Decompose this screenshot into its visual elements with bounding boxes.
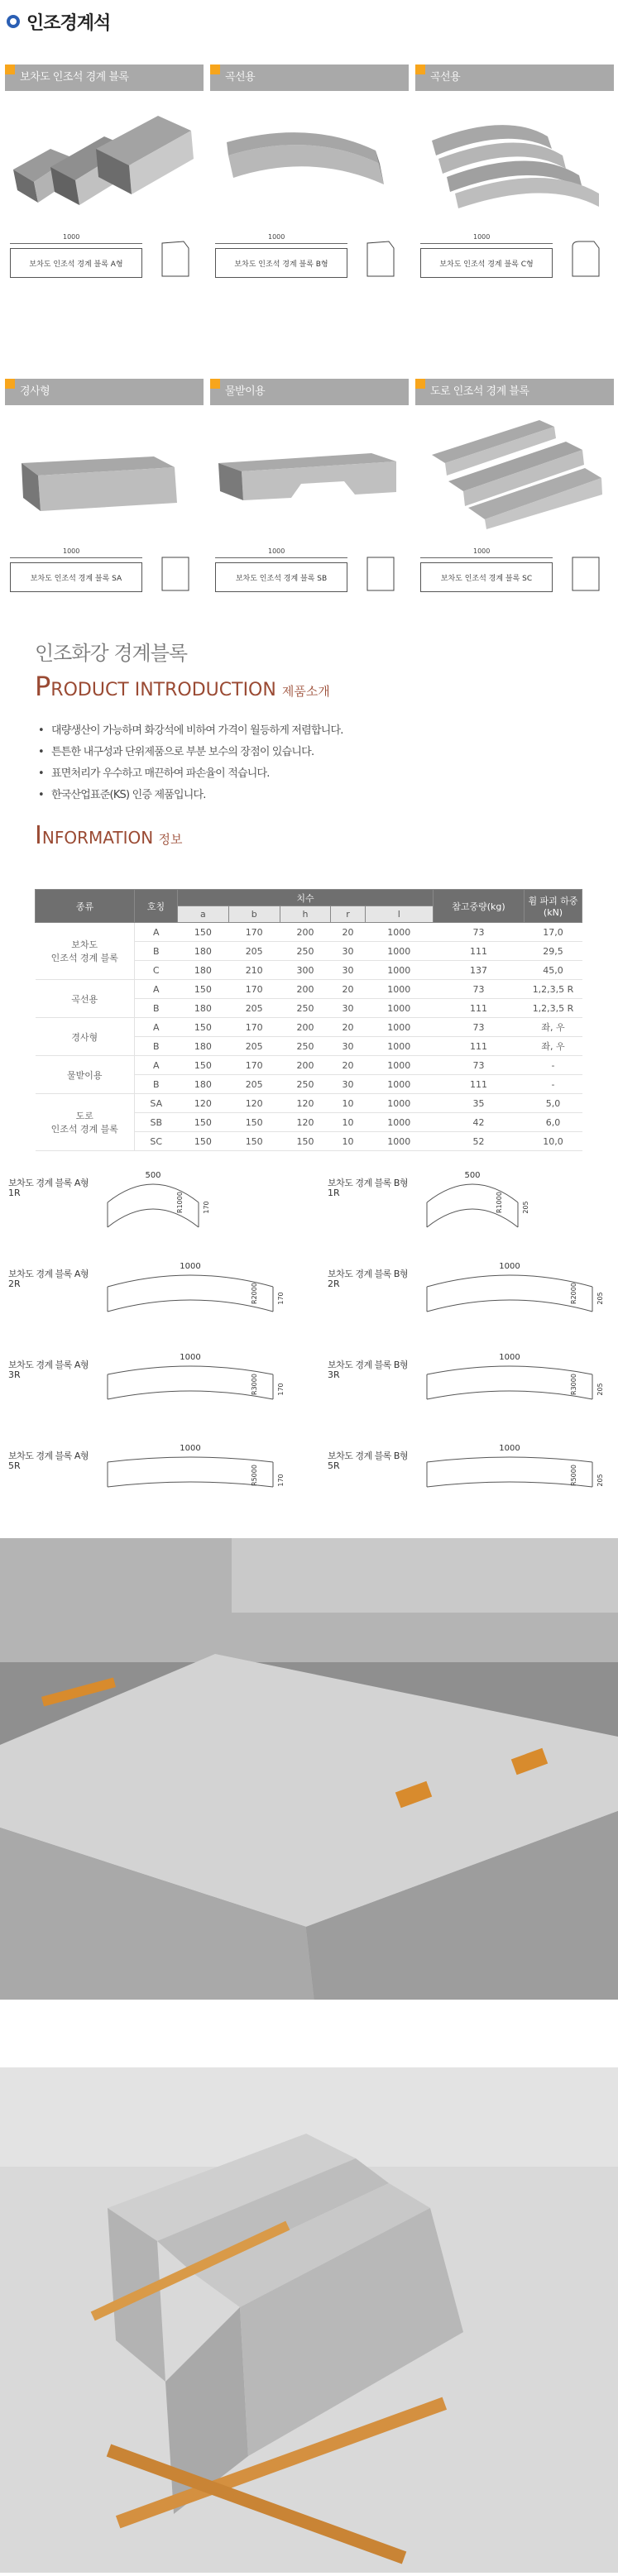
curve-drawing (319, 1166, 617, 1257)
load-cell: - (525, 1056, 582, 1075)
l-cell: 1000 (365, 1113, 433, 1132)
curve-name: 보차도 경계 블록 A형 (8, 1178, 89, 1188)
drawing-label: 보차도 인조석 경계 블록 SC (420, 562, 553, 592)
l-cell: 1000 (365, 1056, 433, 1075)
code-cell: SB (135, 1113, 178, 1132)
h-cell: 200 (280, 1018, 331, 1037)
r-cell: 30 (331, 999, 365, 1018)
curve-shape (419, 1439, 609, 1522)
kind-cell: 보차도 인조석 경계 블록 (36, 923, 135, 980)
table-row (36, 1056, 582, 1075)
curve-dim-radius: R1000 (176, 1192, 184, 1213)
l-cell: 1000 (365, 999, 433, 1018)
b-cell: 170 (228, 980, 280, 999)
table-row (36, 1094, 582, 1113)
product-photo (210, 405, 409, 529)
w-cell: 42 (434, 1113, 525, 1132)
r-cell: 30 (331, 1037, 365, 1056)
curve-drawing (0, 1348, 298, 1439)
curve-dim-height: 170 (277, 1474, 285, 1487)
curve-dim-radius: R1000 (496, 1192, 503, 1213)
w-cell: 111 (434, 999, 525, 1018)
table-row (36, 980, 582, 999)
page-title: 인조경계석 (26, 12, 111, 34)
r-cell: 30 (331, 961, 365, 980)
kind-cell: 물받이용 (36, 1056, 135, 1094)
product-card (5, 65, 204, 289)
r-cell: 20 (331, 980, 365, 999)
product-photo (5, 91, 204, 215)
product-label: 도로 인조석 경계 블록 (415, 379, 614, 405)
code-cell: A (135, 980, 178, 999)
curve-shape (419, 1166, 609, 1249)
stacked-blocks-photo (0, 1538, 618, 2000)
h-cell: 200 (280, 1056, 331, 1075)
code-cell: B (135, 1037, 178, 1056)
curve-name: 보차도 경계 블록 B형 (328, 1450, 409, 1461)
curve-drawing (319, 1257, 617, 1348)
header-code: 호칭 (135, 890, 178, 923)
curve-name: 보차도 경계 블록 A형 (8, 1450, 89, 1461)
curve-radius: 1R (328, 1188, 340, 1198)
curve-shape (99, 1439, 290, 1522)
load-cell: - (525, 1075, 582, 1094)
drawing-label: 보차도 인조석 경계 블록 C형 (420, 248, 553, 278)
b-cell: 210 (228, 961, 280, 980)
kind-cell: 경사형 (36, 1018, 135, 1056)
table-row (36, 923, 582, 942)
code-cell: B (135, 1075, 178, 1094)
load-cell: 1,2,3,5 R (525, 999, 582, 1018)
r-cell: 20 (331, 1056, 365, 1075)
list-item: • 한국산업표준(KS) 인증 제품입니다. (35, 785, 597, 806)
product-label: 보차도 인조석 경계 블록 (5, 65, 204, 91)
curve-name: 보차도 경계 블록 A형 (8, 1269, 89, 1279)
load-cell: 좌, 우 (525, 1018, 582, 1037)
a-cell: 120 (178, 1094, 229, 1113)
curve-name: 보차도 경계 블록 A형 (8, 1360, 89, 1370)
w-cell: 52 (434, 1132, 525, 1151)
circle-icon (7, 15, 20, 28)
load-cell: 29,5 (525, 942, 582, 961)
l-cell: 1000 (365, 923, 433, 942)
w-cell: 111 (434, 1037, 525, 1056)
b-cell: 205 (228, 999, 280, 1018)
product-photo (415, 91, 614, 215)
l-cell: 1000 (365, 1075, 433, 1094)
h-cell: 200 (280, 923, 331, 942)
product-card (5, 379, 204, 604)
code-cell: SA (135, 1094, 178, 1113)
curve-shape (99, 1348, 290, 1431)
b-cell: 205 (228, 1037, 280, 1056)
w-cell: 111 (434, 942, 525, 961)
header-dim-h: h (280, 906, 331, 923)
curve-radius: 3R (328, 1369, 340, 1380)
load-cell: 5,0 (525, 1094, 582, 1113)
r-cell: 30 (331, 942, 365, 961)
l-cell: 1000 (365, 942, 433, 961)
curve-drawing (0, 1166, 298, 1257)
curve-dim-radius: R5000 (251, 1465, 258, 1486)
curve-radius: 5R (328, 1460, 340, 1471)
header-dim-l: l (365, 906, 433, 923)
curve-radius: 1R (8, 1188, 21, 1198)
l-cell: 1000 (365, 961, 433, 980)
curve-length: 1000 (499, 1353, 520, 1362)
curve-length: 500 (145, 1171, 161, 1180)
curve-radius: 2R (8, 1278, 21, 1289)
load-cell: 45,0 (525, 961, 582, 980)
header-dim-r: r (331, 906, 365, 923)
l-cell: 1000 (365, 1018, 433, 1037)
r-cell: 10 (331, 1094, 365, 1113)
information-title: INFORMATION 정보 (35, 821, 183, 850)
h-cell: 150 (280, 1132, 331, 1151)
curve-name: 보차도 경계 블록 B형 (328, 1269, 409, 1279)
code-cell: A (135, 1056, 178, 1075)
product-label: 곡선용 (210, 65, 409, 91)
product-photo (5, 405, 204, 529)
product-label: 경사형 (5, 379, 204, 405)
b-cell: 150 (228, 1113, 280, 1132)
code-cell: A (135, 1018, 178, 1037)
curve-radius: 2R (328, 1278, 340, 1289)
curve-name: 보차도 경계 블록 B형 (328, 1178, 409, 1188)
curve-dim-height: 205 (596, 1292, 604, 1305)
curve-shape (419, 1348, 609, 1431)
a-cell: 150 (178, 1113, 229, 1132)
drawing-label: 보차도 인조석 경계 블록 B형 (215, 248, 347, 278)
b-cell: 170 (228, 1056, 280, 1075)
kind-cell: 곡선용 (36, 980, 135, 1018)
curve-dim-height: 205 (522, 1201, 529, 1214)
a-cell: 180 (178, 942, 229, 961)
a-cell: 180 (178, 999, 229, 1018)
product-drawing: 1000 보차도 인조석 경계 블록 SB (210, 529, 409, 604)
b-cell: 205 (228, 1075, 280, 1094)
curve-radius: 5R (8, 1460, 21, 1471)
intro-title: 인조화강 경계블록 (35, 642, 188, 665)
curve-length: 1000 (499, 1444, 520, 1453)
l-cell: 1000 (365, 1132, 433, 1151)
header-weight: 참고중량(kg) (434, 890, 525, 923)
list-item: • 대량생산이 가능하며 화강석에 비하여 가격이 월등하게 저렴합니다. (35, 720, 597, 742)
header-load: 휨 파괴 하중(kN) (525, 890, 582, 923)
product-label: 물받이용 (210, 379, 409, 405)
l-cell: 1000 (365, 1094, 433, 1113)
page-header (7, 5, 110, 38)
load-cell: 17,0 (525, 923, 582, 942)
list-item: • 표면처리가 우수하고 매끈하여 파손율이 적습니다. (35, 763, 597, 785)
header-dim-a: a (178, 906, 229, 923)
curve-name: 보차도 경계 블록 B형 (328, 1360, 409, 1370)
curve-drawing (319, 1439, 617, 1530)
code-cell: A (135, 923, 178, 942)
b-cell: 150 (228, 1132, 280, 1151)
curve-shape (99, 1166, 290, 1249)
a-cell: 150 (178, 980, 229, 999)
w-cell: 111 (434, 1075, 525, 1094)
product-drawing: 1000 보차도 인조석 경계 블록 SC (415, 529, 614, 604)
a-cell: 150 (178, 923, 229, 942)
curve-drawing (0, 1439, 298, 1530)
header-kind: 종류 (36, 890, 135, 923)
drawing-label: 보차도 인조석 경계 블록 SB (215, 562, 347, 592)
a-cell: 180 (178, 1037, 229, 1056)
product-drawing: 1000 보차도 인조석 경계 블록 A형 (5, 215, 204, 289)
load-cell: 좌, 우 (525, 1037, 582, 1056)
curve-dim-height: 170 (203, 1201, 210, 1214)
spec-table (35, 889, 582, 1151)
load-cell: 10,0 (525, 1132, 582, 1151)
r-cell: 20 (331, 923, 365, 942)
product-photo (415, 405, 614, 529)
w-cell: 35 (434, 1094, 525, 1113)
l-cell: 1000 (365, 980, 433, 999)
b-cell: 170 (228, 1018, 280, 1037)
b-cell: 170 (228, 923, 280, 942)
curve-shape (419, 1257, 609, 1340)
r-cell: 10 (331, 1132, 365, 1151)
curve-dim-radius: R2000 (570, 1283, 577, 1304)
h-cell: 300 (280, 961, 331, 980)
product-label: 곡선용 (415, 65, 614, 91)
list-item: • 튼튼한 내구성과 단위제품으로 부분 보수의 장점이 있습니다. (35, 742, 597, 763)
product-card (415, 65, 614, 289)
w-cell: 73 (434, 1056, 525, 1075)
curve-drawing (319, 1348, 617, 1439)
a-cell: 180 (178, 1075, 229, 1094)
h-cell: 250 (280, 999, 331, 1018)
a-cell: 150 (178, 1056, 229, 1075)
product-card (415, 379, 614, 604)
curve-dim-radius: R2000 (251, 1283, 258, 1304)
w-cell: 137 (434, 961, 525, 980)
product-drawing: 1000 보차도 인조석 경계 블록 B형 (210, 215, 409, 289)
load-cell: 6,0 (525, 1113, 582, 1132)
h-cell: 250 (280, 1037, 331, 1056)
drawing-label: 보차도 인조석 경계 블록 SA (10, 562, 142, 592)
table-row (36, 1018, 582, 1037)
b-cell: 120 (228, 1094, 280, 1113)
code-cell: SC (135, 1132, 178, 1151)
product-card (210, 65, 409, 289)
h-cell: 120 (280, 1094, 331, 1113)
header-dim-b: b (228, 906, 280, 923)
h-cell: 200 (280, 980, 331, 999)
a-cell: 150 (178, 1018, 229, 1037)
curve-drawing (0, 1257, 298, 1348)
r-cell: 10 (331, 1113, 365, 1132)
r-cell: 20 (331, 1018, 365, 1037)
product-photo (210, 91, 409, 215)
curve-dim-radius: R5000 (570, 1465, 577, 1486)
code-cell: B (135, 942, 178, 961)
product-card (210, 379, 409, 604)
curve-length: 1000 (499, 1262, 520, 1271)
kind-cell: 도로 인조석 경계 블록 (36, 1094, 135, 1151)
r-cell: 30 (331, 1075, 365, 1094)
l-cell: 1000 (365, 1037, 433, 1056)
curve-length: 1000 (180, 1444, 201, 1453)
feature-list (35, 720, 597, 806)
code-cell: C (135, 961, 178, 980)
h-cell: 250 (280, 1075, 331, 1094)
curve-dim-height: 170 (277, 1292, 285, 1305)
w-cell: 73 (434, 1018, 525, 1037)
w-cell: 73 (434, 980, 525, 999)
curve-dim-height: 205 (596, 1383, 604, 1396)
h-cell: 120 (280, 1113, 331, 1132)
curve-dim-height: 170 (277, 1383, 285, 1396)
h-cell: 250 (280, 942, 331, 961)
product-introduction (35, 637, 597, 850)
product-drawing: 1000 보차도 인조석 경계 블록 C형 (415, 215, 614, 289)
drawing-label: 보차도 인조석 경계 블록 A형 (10, 248, 142, 278)
curve-dim-radius: R3000 (570, 1374, 577, 1395)
curve-shape (99, 1257, 290, 1340)
a-cell: 180 (178, 961, 229, 980)
w-cell: 73 (434, 923, 525, 942)
curve-radius: 3R (8, 1369, 21, 1380)
curve-length: 500 (464, 1171, 481, 1180)
b-cell: 205 (228, 942, 280, 961)
code-cell: B (135, 999, 178, 1018)
intro-subtitle: PRODUCT INTRODUCTION 제품소개 (35, 671, 330, 702)
curve-length: 1000 (180, 1262, 201, 1271)
header-dims: 치수 (178, 890, 434, 906)
curb-blocks-pallet-photo (0, 2067, 618, 2573)
product-drawing: 1000 보차도 인조석 경계 블록 SA (5, 529, 204, 604)
curve-dim-radius: R3000 (251, 1374, 258, 1395)
a-cell: 150 (178, 1132, 229, 1151)
curve-length: 1000 (180, 1353, 201, 1362)
load-cell: 1,2,3,5 R (525, 980, 582, 999)
curve-dim-height: 205 (596, 1474, 604, 1487)
